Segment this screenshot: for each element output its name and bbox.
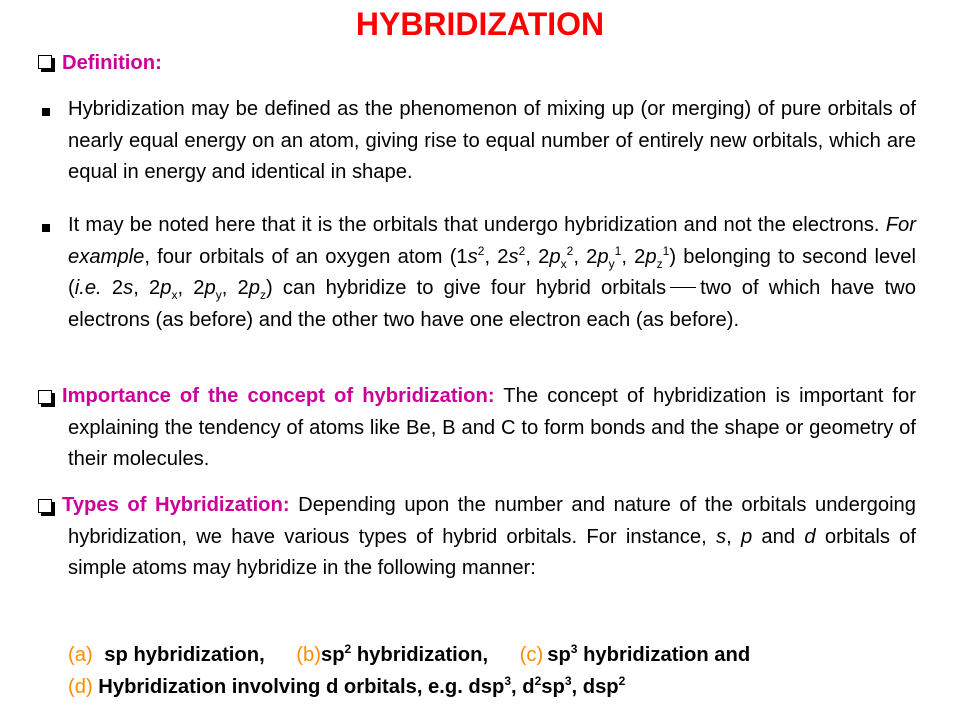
definition-bullet-2: It may be noted here that it is the orbitals that undergo hybridization and not the electrons. For example, four orbitals of an oxygen atom ($1s^2$, $2s^2$, $2p_x^2$, $2p_y^1$, $2p_z^1$) belonging to second level (i.e. 2s, $2p_x$, $2p_y$, $2p_z$) can hybridize to give four hybrid orbitals two of which have two electrons (as before) and the other two have one electron each (as before). — [68, 214, 917, 331]
hybridization-types-row-2: (d) Hybridization involving d orbitals, e.g. dsp$^3$, $d^2sp^3$, dsp$^2$ — [68, 674, 626, 698]
checkbox-bullet-icon — [38, 390, 58, 410]
item-label-c: (c) — [519, 644, 544, 666]
definition-bullet-1: Hybridization may be defined as the phenomenon of mixing up (or merging) of pure orbitals of nearly equal energy on an atom, giving rise to equal number of entirely new orbitals, which are equal in energy and identical in shape. — [68, 98, 916, 183]
checkbox-bullet-icon — [38, 499, 58, 519]
em-dash-icon — [670, 287, 696, 288]
page-title: HYBRIDIZATION — [355, 6, 605, 42]
item-label-a: (a) — [68, 644, 93, 666]
square-bullet-icon — [42, 108, 50, 116]
item-label-d: (d) — [68, 676, 93, 698]
square-bullet-icon — [42, 224, 50, 232]
definition-heading: Definition: — [62, 52, 162, 74]
importance-paragraph: Importance of the concept of hybridization: The concept of hybridization is important for explaining the tendency of atoms like Be, B and C to form bonds and the shape or geometry of their molecules. — [62, 385, 916, 470]
item-label-b: (b) — [296, 644, 321, 666]
item-text-a: sp hybridization, — [104, 644, 265, 666]
checkbox-bullet-icon — [38, 55, 58, 75]
hybridization-types-row-1: (a) sp hybridization, $(b)sp^2$ hybridization, (c) $sp^3$ hybridization and — [68, 642, 751, 666]
types-paragraph: Types of Hybridization: Depending upon the number and nature of the orbitals undergoing hybridization, we have various types of hybrid orbitals. For instance, s, p and d orbitals of simple atoms may hybridize in the following manner: — [62, 494, 917, 579]
